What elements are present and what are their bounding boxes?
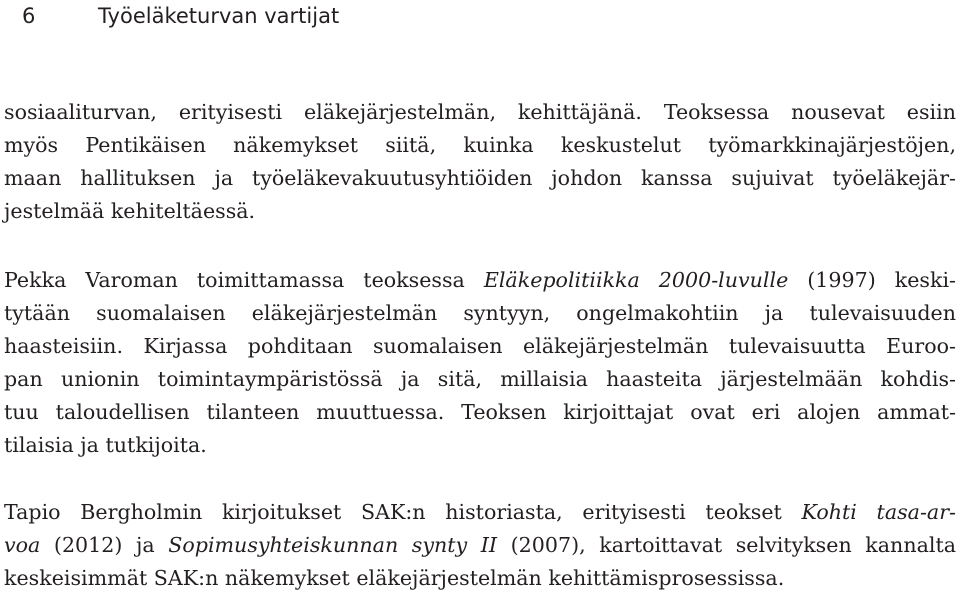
text-run: tuu taloudellisen tilanteen muuttuessa. Teoksen kirjoittajat ovat eri alojen ammat- xyxy=(4,400,956,424)
text-run: (2012) ja xyxy=(40,533,169,557)
text-line xyxy=(4,162,956,195)
text-run: haasteisiin. Kirjassa pohditaan suomalaisen eläkejärjestelmän tulevaisuutta Euroo- xyxy=(4,334,956,358)
text-run: (1997) keski- xyxy=(788,268,956,292)
text-line xyxy=(4,297,956,330)
text-line xyxy=(4,363,956,396)
text-line xyxy=(4,264,956,297)
text-line xyxy=(4,330,956,363)
text-line xyxy=(4,562,956,595)
running-title: Työeläketurvan vartijat xyxy=(98,4,340,28)
book-title-kohti-tasa-arvoa: Kohti tasa-ar- xyxy=(801,500,956,524)
paragraph-1 xyxy=(4,96,956,228)
page-number: 6 xyxy=(22,4,36,28)
text-line xyxy=(4,96,956,129)
text-line xyxy=(4,429,956,462)
text-run: pan unionin toimintaympäristössä ja sitä, millaisia haasteita järjestelmään kohdis- xyxy=(4,367,956,391)
running-header xyxy=(22,2,339,30)
text-run: (2007), kartoittavat selvityksen kannalta xyxy=(497,533,957,557)
text-line xyxy=(4,195,956,228)
book-title-kohti-tasa-arvoa-cont: voa xyxy=(4,533,41,557)
paragraph-2 xyxy=(4,264,956,462)
text-run: maan hallituksen ja työeläkevakuutusyhtiöiden johdon kanssa sujuivat työeläkejär- xyxy=(4,166,956,190)
text-run: jestelmää kehiteltäessä. xyxy=(4,199,256,223)
text-run: keskeisimmät SAK:n näkemykset eläkejärjestelmän kehittämisprosessissa. xyxy=(4,566,785,590)
text-line xyxy=(4,129,956,162)
paragraph-3 xyxy=(4,496,956,595)
text-line xyxy=(4,529,956,562)
book-title-sopimusyhteiskunnan-synty: Sopimusyhteiskunnan synty II xyxy=(168,533,498,557)
book-title-elakepolitiikka: Eläkepolitiikka 2000-luvulle xyxy=(483,268,789,292)
text-run: tytään suomalaisen eläkejärjestelmän syntyyn, ongelmakohtiin ja tulevaisuuden xyxy=(4,301,956,325)
text-run: tilaisia ja tutkijoita. xyxy=(4,433,207,457)
text-run: Tapio Bergholmin kirjoitukset SAK:n historiasta, erityisesti teokset xyxy=(4,500,802,524)
text-run: Pekka Varoman toimittamassa teoksessa xyxy=(4,268,484,292)
text-run: myös Pentikäisen näkemykset siitä, kuinka keskustelut työmarkkinajärjestöjen, xyxy=(4,133,956,157)
text-line xyxy=(4,496,956,529)
text-run: sosiaaliturvan, erityisesti eläkejärjestelmän, kehittäjänä. Teoksessa nousevat esiin xyxy=(4,100,956,124)
text-line xyxy=(4,396,956,429)
